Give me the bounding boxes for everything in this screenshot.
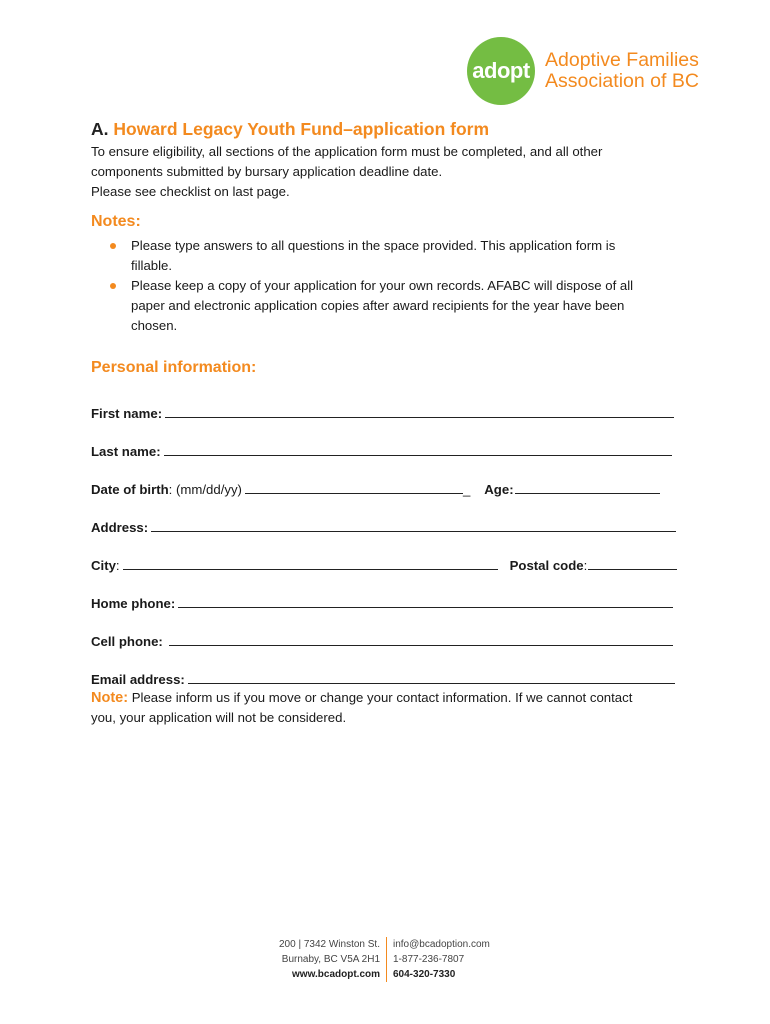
notes-list (91, 236, 691, 336)
list-item (91, 276, 691, 336)
note-line: Please type answers to all questions in the space provided. This application form is (131, 238, 616, 253)
adopt-logo-mark (467, 37, 535, 105)
form-title-text: Howard Legacy Youth Fund–application form (113, 119, 490, 139)
intro-line-1: To ensure eligibility, all sections of the application form must be completed, and all other (91, 144, 603, 159)
intro-paragraph (91, 142, 691, 202)
footer-address (250, 937, 380, 982)
address-label: Address: (91, 520, 149, 535)
postal-code-field[interactable] (588, 555, 677, 570)
address-field[interactable] (151, 517, 676, 532)
city-field[interactable] (123, 555, 498, 570)
age-field[interactable] (515, 479, 660, 494)
page-title (91, 119, 489, 140)
footer-phone: 604-320-7330 (393, 969, 456, 980)
bullet-icon (110, 243, 116, 249)
organization-name-line1: Adoptive Families (545, 49, 699, 71)
note-line: Please keep a copy of your application for your own records. AFABC will dispose of all (131, 278, 634, 293)
last-name-row (91, 439, 672, 459)
date-of-birth-row (91, 477, 660, 497)
city-colon: : (115, 558, 120, 573)
notes-heading: Notes: (91, 213, 141, 230)
email-row (91, 667, 675, 687)
footer-email-link[interactable]: info@bcadoption.com (393, 939, 490, 950)
home-phone-label: Home phone: (91, 596, 176, 611)
organization-name (545, 50, 699, 92)
postal-code-colon: : (583, 558, 588, 573)
note-line: you, your application will not be considered. (91, 710, 347, 725)
note-line: paper and electronic application copies after award recipients for the year have been (131, 298, 625, 313)
footer-street: 200 | 7342 Winston St. (279, 939, 380, 950)
footer-tollfree: 1-877-236-7807 (393, 954, 465, 965)
postal-code-label: Postal code (509, 558, 584, 573)
last-name-field[interactable] (164, 441, 672, 456)
last-name-label: Last name: (91, 444, 161, 459)
city-row (91, 553, 677, 573)
note-line: Please inform us if you move or change your contact information. If we cannot contact (128, 690, 633, 705)
footer-divider (386, 937, 387, 982)
personal-information-heading: Personal information: (91, 359, 257, 376)
first-name-row (91, 401, 674, 421)
address-row (91, 515, 676, 535)
footer-city: Burnaby, BC V5A 2H1 (281, 954, 380, 965)
footer-contact (393, 937, 490, 982)
first-name-field[interactable] (165, 403, 674, 418)
email-label: Email address: (91, 672, 185, 687)
intro-line-3: Please see checklist on last page. (91, 184, 290, 199)
footer-website-link[interactable]: www.bcadopt.com (292, 969, 380, 980)
home-phone-row (91, 591, 673, 611)
first-name-label: First name: (91, 406, 163, 421)
date-of-birth-field[interactable] (245, 479, 463, 494)
cell-phone-label: Cell phone: (91, 634, 163, 649)
section-letter: A. (91, 119, 109, 139)
list-item (91, 236, 691, 276)
note-line: fillable. (131, 258, 173, 273)
intro-line-2: components submitted by bursary application deadline date. (91, 164, 443, 179)
cell-phone-row (91, 629, 673, 649)
home-phone-field[interactable] (178, 593, 673, 608)
age-label: Age: (484, 482, 514, 497)
email-field[interactable] (188, 669, 675, 684)
cell-phone-field[interactable] (169, 631, 673, 646)
contact-note (91, 688, 691, 728)
date-of-birth-trailing: _ (462, 482, 471, 497)
note-label: Note: (91, 690, 129, 706)
date-of-birth-hint: : (mm/dd/yy) (168, 482, 242, 497)
organization-name-line2: Association of BC (545, 70, 699, 92)
note-line: chosen. (131, 318, 178, 333)
city-label: City (91, 558, 116, 573)
logo-mark-text: adopt (472, 58, 530, 83)
bullet-icon (110, 283, 116, 289)
date-of-birth-label: Date of birth (91, 482, 169, 497)
